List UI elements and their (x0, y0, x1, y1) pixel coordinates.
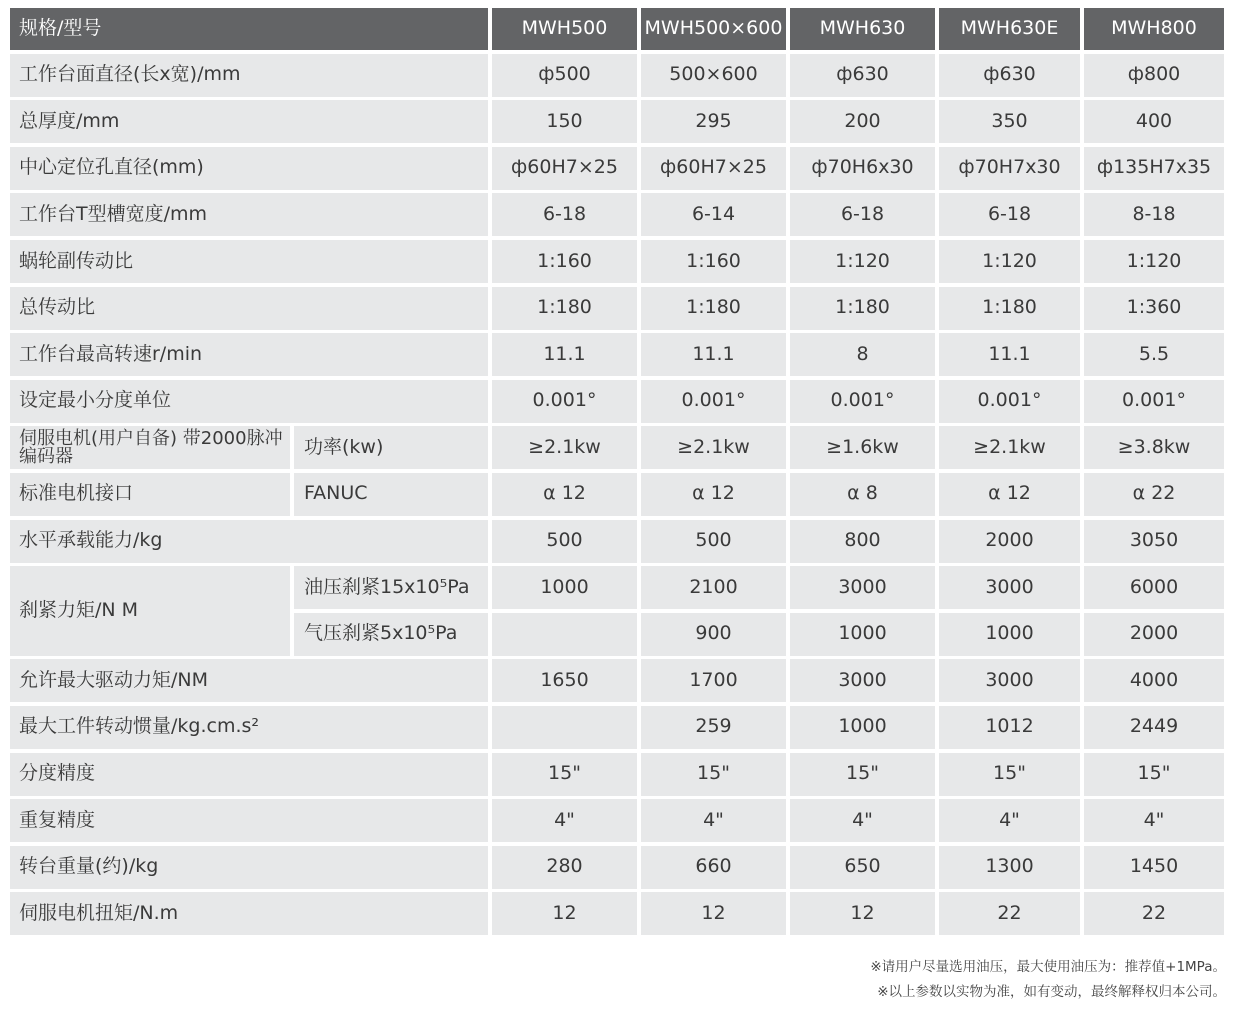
table-cell: 3000 (939, 659, 1080, 702)
table-cell: 1:360 (1084, 287, 1224, 330)
table-cell: 1:180 (939, 287, 1080, 330)
table-cell: 4" (641, 799, 786, 842)
row-label-motor-interface: 标准电机接口 (10, 473, 290, 516)
table-cell: 11.1 (492, 333, 637, 376)
table-cell: 15" (939, 753, 1080, 796)
table-cell: 660 (641, 846, 786, 889)
table-cell: 4" (939, 799, 1080, 842)
row-label-repeat-accuracy: 重复精度 (10, 799, 488, 842)
table-cell: 2449 (1084, 706, 1224, 749)
table-cell: ф70H6x30 (790, 147, 935, 190)
row-label-total-thickness: 总厚度/mm (10, 100, 488, 143)
table-cell: 0.001° (939, 380, 1080, 423)
row-label-max-inertia: 最大工件转动惯量/kg.cm.s² (10, 706, 488, 749)
table-cell: 0.001° (1084, 380, 1224, 423)
table-cell: 1000 (939, 613, 1080, 656)
table-cell: 12 (641, 892, 786, 935)
table-cell: 150 (492, 100, 637, 143)
table-cell: 1:120 (1084, 240, 1224, 283)
table-cell: 2000 (939, 520, 1080, 563)
table-cell: 1012 (939, 706, 1080, 749)
row-label-weight: 转台重量(约)/kg (10, 846, 488, 889)
header-spec-label: 规格/型号 (10, 8, 488, 50)
table-cell: ф60H7×25 (492, 147, 637, 190)
table-cell: α 8 (790, 473, 935, 516)
table-cell: 1450 (1084, 846, 1224, 889)
table-cell (492, 706, 637, 749)
table-cell: 1:180 (641, 287, 786, 330)
table-cell: 500 (641, 520, 786, 563)
row-label-clamping-torque: 刹紧力矩/N M (10, 566, 290, 656)
table-cell: 295 (641, 100, 786, 143)
table-cell: 500×600 (641, 54, 786, 97)
table-cell: 11.1 (939, 333, 1080, 376)
table-cell: 12 (790, 892, 935, 935)
table-cell: 0.001° (492, 380, 637, 423)
table-cell: 6000 (1084, 566, 1224, 609)
table-cell: 3050 (1084, 520, 1224, 563)
footnote-disclaimer: ※以上参数以实物为准，如有变动，最终解释权归本公司。 (877, 984, 1226, 1000)
row-sublabel-power: 功率(kw) (294, 426, 488, 469)
table-cell: 15" (492, 753, 637, 796)
row-label-table-diameter: 工作台面直径(长x宽)/mm (10, 54, 488, 97)
table-cell: ф630 (790, 54, 935, 97)
table-cell: ф800 (1084, 54, 1224, 97)
table-cell: 1000 (790, 706, 935, 749)
footnote-hydraulic: ※请用户尽量选用油压，最大使用油压为：推荐值+1MPa。 (870, 959, 1226, 975)
row-label-worm-ratio: 蜗轮副传动比 (10, 240, 488, 283)
row-label-min-index-unit: 设定最小分度单位 (10, 380, 488, 423)
table-cell: 6-14 (641, 193, 786, 236)
table-cell: 1000 (790, 613, 935, 656)
table-cell: 800 (790, 520, 935, 563)
table-cell: ≥2.1kw (492, 426, 637, 469)
footnotes (870, 955, 1226, 1005)
table-cell: 5.5 (1084, 333, 1224, 376)
table-cell: 280 (492, 846, 637, 889)
table-cell: 0.001° (641, 380, 786, 423)
row-label-servo-motor: 伺服电机(用户自备) 带2000脉冲编码器 (10, 426, 290, 469)
row-label-center-hole: 中心定位孔直径(mm) (10, 147, 488, 190)
table-cell: ≥2.1kw (641, 426, 786, 469)
row-label-servo-torque: 伺服电机扭矩/N.m (10, 892, 488, 935)
row-sublabel-fanuc: FANUC (294, 473, 488, 516)
table-cell: 12 (492, 892, 637, 935)
table-cell: 6-18 (492, 193, 637, 236)
table-cell: ≥1.6kw (790, 426, 935, 469)
table-cell: 1:160 (641, 240, 786, 283)
spec-table (10, 8, 1226, 935)
table-cell: 11.1 (641, 333, 786, 376)
table-cell: 1700 (641, 659, 786, 702)
row-sublabel-hydraulic: 油压刹紧15x10⁵Pa (294, 566, 488, 609)
table-cell: 4" (1084, 799, 1224, 842)
table-cell: α 12 (939, 473, 1080, 516)
table-cell: 22 (1084, 892, 1224, 935)
table-cell: α 12 (641, 473, 786, 516)
table-cell: ≥3.8kw (1084, 426, 1224, 469)
table-cell: 1:180 (790, 287, 935, 330)
table-cell: 1:120 (939, 240, 1080, 283)
table-cell: 1:180 (492, 287, 637, 330)
table-cell (492, 613, 637, 656)
table-cell: 1:120 (790, 240, 935, 283)
table-cell: ≥2.1kw (939, 426, 1080, 469)
table-cell: 6-18 (939, 193, 1080, 236)
table-cell: α 22 (1084, 473, 1224, 516)
row-label-max-speed: 工作台最高转速r/min (10, 333, 488, 376)
table-cell: 15" (1084, 753, 1224, 796)
table-cell: 3000 (790, 566, 935, 609)
table-cell: ф135H7x35 (1084, 147, 1224, 190)
table-cell: 4" (492, 799, 637, 842)
table-cell: ф70H7x30 (939, 147, 1080, 190)
row-label-total-ratio: 总传动比 (10, 287, 488, 330)
table-cell: 200 (790, 100, 935, 143)
table-cell: 15" (790, 753, 935, 796)
table-cell: 1:160 (492, 240, 637, 283)
row-label-max-drive-torque: 允许最大驱动力矩/NM (10, 659, 488, 702)
row-label-t-slot: 工作台T型槽宽度/mm (10, 193, 488, 236)
table-cell: 900 (641, 613, 786, 656)
table-cell: 650 (790, 846, 935, 889)
row-label-horizontal-load: 水平承载能力/kg (10, 520, 488, 563)
table-cell: 0.001° (790, 380, 935, 423)
table-cell: ф60H7×25 (641, 147, 786, 190)
header-model-mwh500: MWH500 (492, 8, 637, 50)
table-cell: 3000 (790, 659, 935, 702)
header-model-mwh500x600: MWH500×600 (641, 8, 786, 50)
table-cell: ф500 (492, 54, 637, 97)
table-cell: 8 (790, 333, 935, 376)
table-cell: 3000 (939, 566, 1080, 609)
table-cell: 2100 (641, 566, 786, 609)
table-cell: α 12 (492, 473, 637, 516)
row-sublabel-pneumatic: 气压刹紧5x10⁵Pa (294, 613, 488, 656)
row-label-indexing-accuracy: 分度精度 (10, 753, 488, 796)
table-cell: 1300 (939, 846, 1080, 889)
table-cell: 1000 (492, 566, 637, 609)
table-cell: 4" (790, 799, 935, 842)
table-cell: 4000 (1084, 659, 1224, 702)
table-cell: 500 (492, 520, 637, 563)
table-cell: 350 (939, 100, 1080, 143)
table-cell: 1650 (492, 659, 637, 702)
table-cell: 2000 (1084, 613, 1224, 656)
table-cell: 8-18 (1084, 193, 1224, 236)
header-model-mwh630e: MWH630E (939, 8, 1080, 50)
table-cell: 6-18 (790, 193, 935, 236)
table-cell: ф630 (939, 54, 1080, 97)
table-cell: 259 (641, 706, 786, 749)
header-model-mwh800: MWH800 (1084, 8, 1224, 50)
table-cell: 400 (1084, 100, 1224, 143)
table-cell: 15" (641, 753, 786, 796)
table-cell: 22 (939, 892, 1080, 935)
header-model-mwh630: MWH630 (790, 8, 935, 50)
